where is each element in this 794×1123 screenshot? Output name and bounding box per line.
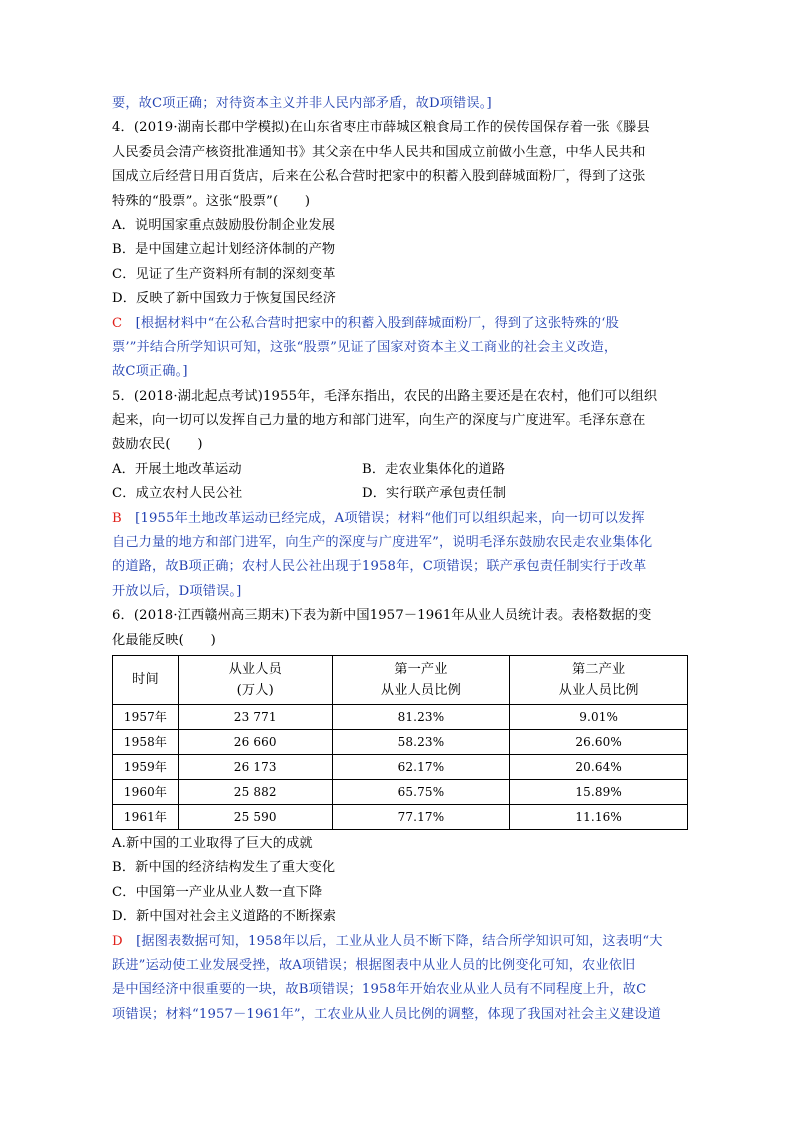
q4-explanation-line: 票’”并结合所学知识可知，这张“股票”见证了国家对资本主义工商业的社会主义改造，	[112, 339, 618, 355]
question-4	[112, 116, 692, 384]
header-employees: 从业人员 (万人)	[178, 655, 332, 704]
header-secondary-industry: 第二产业 从业人员比例	[510, 655, 688, 704]
table-row: 1960年 25 882 65.75% 15.89%	[113, 779, 688, 804]
q4-option-c: C．见证了生产资料所有制的深刻变革	[112, 266, 336, 282]
table-row: 1957年 23 771 81.23% 9.01%	[113, 704, 688, 729]
previous-explanation-end: 要，故C项正确；对待资本主义并非人民内部矛盾，故D项错误。]	[112, 96, 492, 111]
q6-answer: D	[112, 933, 123, 949]
q4-option-a: A．说明国家重点鼓励股份制企业发展	[112, 217, 336, 233]
q4-stem-line: 国成立后经营日用百货店，后来在公私合营时把家中的积蓄入股到薛城面粉厂，得到了这张	[112, 169, 646, 185]
q5-options-row	[112, 458, 692, 482]
q4-stem-line: 特殊的“股票”。这张“股票”( )	[112, 193, 311, 209]
q6-explanation-line: D [据图表数据可知，1958年以后，工业从业人员不断下降，结合所学知识可知，这表明“大	[112, 933, 663, 949]
q5-explanation-line: 开放以后，D项错误。]	[112, 583, 242, 599]
q4-answer: C	[112, 315, 123, 331]
q6-explanation-line: 项错误；材料“1957－1961年”，工农业从业人员比例的调整，体现了我国对社会主义建设道	[112, 1006, 661, 1022]
q4-explanation-line: C [根据材料中“在公私合营时把家中的积蓄入股到薛城面粉厂，得到了这张特殊的‘股	[112, 315, 619, 331]
q5-options-row	[112, 482, 692, 506]
q4-option-d: D．反映了新中国致力于恢复国民经济	[112, 291, 337, 307]
q5-option-d: D．实行联产承包责任制	[362, 486, 507, 502]
q6-stem-line: 6．(2018·江西赣州高三期末)下表为新中国1957－1961年从业人员统计表。表格数据的变	[112, 608, 652, 624]
q5-answer: B	[112, 510, 122, 526]
table-header-row	[113, 655, 688, 704]
q4-explanation-line: 故C项正确。]	[112, 364, 188, 380]
header-primary-industry: 第一产业 从业人员比例	[332, 655, 510, 704]
q5-option-b: B．走农业集体化的道路	[362, 461, 506, 477]
question-6	[112, 604, 692, 1027]
q4-option-b: B．是中国建立起计划经济体制的产物	[112, 242, 336, 258]
employment-table	[112, 655, 688, 830]
q6-option-b: B．新中国的经济结构发生了重大变化	[112, 860, 336, 876]
q6-stem-line: 化最能反映( )	[112, 632, 216, 648]
q5-stem-line: 5．(2018·湖北起点考试)1955年，毛泽东指出，农民的出路主要还是在农村，他们可以组织	[112, 388, 658, 404]
q5-stem-line: 起来，向一切可以发挥自己力量的地方和部门进军，向生产的深度与广度进军。毛泽东意在	[112, 413, 646, 429]
question-5	[112, 385, 692, 605]
q5-explanation-line: 的道路，故B项正确；农村人民公社出现于1958年，C项错误；联产承包责任制实行于改革	[112, 559, 647, 575]
q5-explanation-line: 自己力量的地方和部门进军，向生产的深度与广度进军”，说明毛泽东鼓励农民走农业集体化	[112, 535, 653, 551]
q5-explanation-line: B [1955年土地改革运动已经完成，A项错误；材料“他们可以组织起来，向一切可以发挥	[112, 510, 645, 526]
q6-option-a: A.新中国的工业取得了巨大的成就	[112, 835, 313, 851]
header-time: 时间	[113, 655, 179, 704]
table-row: 1961年 25 590 77.17% 11.16%	[113, 804, 688, 829]
q5-option-a: A．开展土地改革运动	[112, 461, 242, 477]
q4-stem-line: 人民委员会清产核资批准通知书》其父亲在中华人民共和国成立前做小生意，中华人民共和	[112, 144, 646, 160]
document-page	[112, 92, 692, 1027]
q6-explanation-line: 是中国经济中很重要的一块，故B项错误；1958年开始农业从业人员有不同程度上升，故C	[112, 982, 647, 998]
q5-stem-line: 鼓励农民( )	[112, 437, 203, 453]
q6-explanation-line: 跃进”运动使工业发展受挫，故A项错误；根据图表中从业人员的比例变化可知，农业依旧	[112, 957, 636, 973]
q5-option-c: C．成立农村人民公社	[112, 486, 243, 502]
table-row: 1958年 26 660 58.23% 26.60%	[113, 729, 688, 754]
q4-stem-line: 4．(2019·湖南长郡中学模拟)在山东省枣庄市薛城区粮食局工作的侯传国保存着一张《滕县	[112, 120, 650, 136]
q6-option-d: D．新中国对社会主义道路的不断探索	[112, 909, 337, 925]
q6-option-c: C．中国第一产业从业人数一直下降	[112, 884, 323, 900]
table-row: 1959年 26 173 62.17% 20.64%	[113, 754, 688, 779]
